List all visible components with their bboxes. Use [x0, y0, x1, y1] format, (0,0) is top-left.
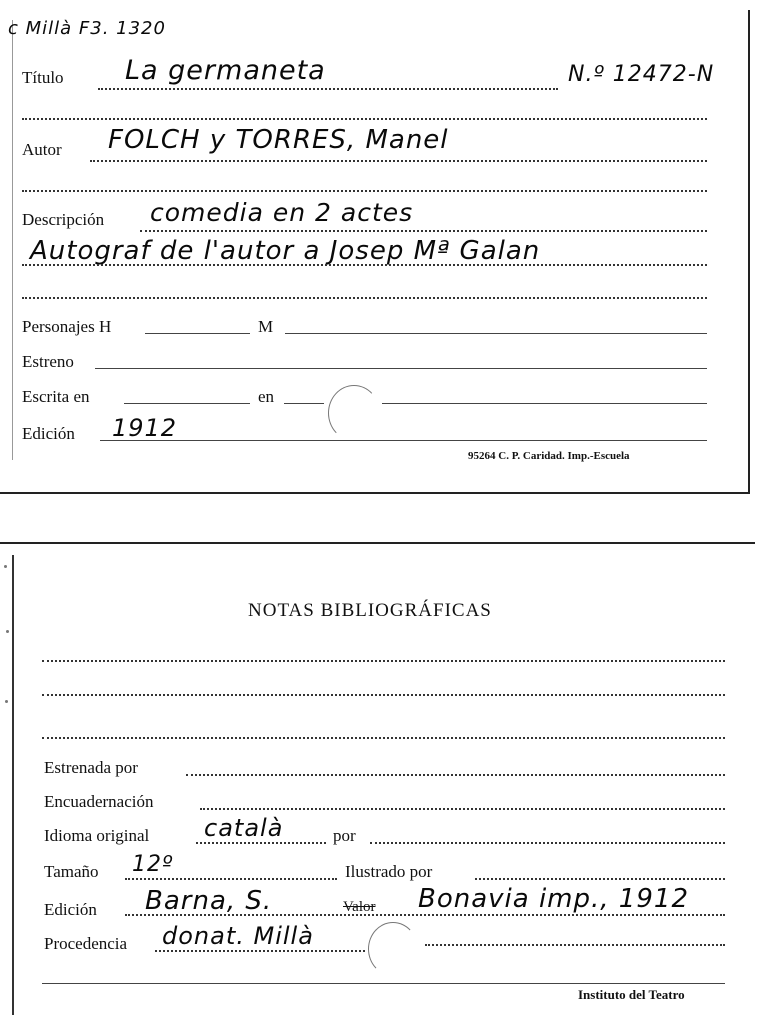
- scan-speck: [5, 700, 8, 703]
- notes-line-3: [42, 737, 725, 739]
- escrita-en2-label: en: [258, 387, 275, 406]
- titulo-line: [98, 88, 558, 90]
- personajes-m-label: M: [258, 317, 274, 336]
- idioma-label: Idioma original: [44, 826, 150, 845]
- notes-line-2: [42, 694, 725, 696]
- valor-label-struck: Valor: [343, 899, 376, 915]
- catalog-note: c Millà F3. 1320: [8, 18, 166, 39]
- personajes-label: Personajes H: [22, 317, 112, 336]
- ilustrado-line: [475, 878, 725, 880]
- estrenada-label: Estrenada por: [44, 758, 138, 777]
- escrita-en2-line-b: [382, 403, 707, 404]
- estreno-label: Estreno: [22, 352, 74, 371]
- edicion-back-printer: Bonavia imp., 1912: [418, 884, 689, 914]
- autor-value: FOLCH y TORRES, Manel: [108, 125, 449, 155]
- descripcion-line2-rule: [22, 264, 707, 266]
- edicion-line: [100, 440, 707, 441]
- card-back-left-edge: [12, 555, 16, 1015]
- autor-line: [90, 160, 707, 162]
- procedencia-line-b: [425, 944, 725, 946]
- edicion-back-label: Edición: [44, 900, 97, 919]
- notes-line-1: [42, 660, 725, 662]
- edicion-back-place: Barna, S.: [145, 886, 273, 916]
- idioma-value: català: [204, 814, 284, 842]
- institution-imprint: Instituto del Teatro: [578, 987, 685, 1002]
- descripcion-line2: Autograf de l'autor a Josep Mª Galan: [30, 236, 541, 266]
- card-back-bottom-rule: [42, 983, 725, 984]
- autor-label: Autor: [22, 140, 62, 159]
- edicion-back-line: [125, 914, 725, 916]
- descripcion-line1: comedia en 2 actes: [150, 198, 414, 227]
- scan-speck: [4, 565, 7, 568]
- escrita-en2-line-a: [284, 403, 324, 404]
- personajes-m-line: [285, 333, 707, 334]
- descripcion-label: Descripción: [22, 210, 105, 229]
- numero-value: N.º 12472-N: [568, 62, 715, 87]
- titulo-extra-line: [22, 118, 707, 120]
- punch-hole-back: [368, 922, 418, 976]
- printer-imprint: 95264 C. P. Caridad. Imp.-Escuela: [468, 450, 630, 462]
- tamano-line: [125, 878, 337, 880]
- encuadernacion-line: [200, 808, 725, 810]
- idioma-line: [196, 842, 326, 844]
- edicion-label: Edición: [22, 424, 75, 443]
- punch-hole-front: [328, 385, 380, 441]
- autor-extra-line: [22, 190, 707, 192]
- escrita-label: Escrita en: [22, 387, 90, 406]
- titulo-value: La germaneta: [125, 55, 326, 86]
- idioma-por-line: [370, 842, 725, 844]
- procedencia-value: donat. Millà: [162, 922, 314, 950]
- scan-speck: [6, 630, 9, 633]
- personajes-h-line: [145, 333, 250, 334]
- encuadernacion-label: Encuadernación: [44, 792, 154, 811]
- procedencia-line: [155, 950, 365, 952]
- estrenada-line: [186, 774, 725, 776]
- ilustrado-label: Ilustrado por: [345, 862, 433, 881]
- tamano-value: 12º: [132, 852, 174, 877]
- estreno-line: [95, 368, 707, 369]
- card-front-left-edge: [12, 20, 14, 460]
- descripcion-line1-rule: [140, 230, 707, 232]
- descripcion-line3-rule: [22, 297, 707, 299]
- edicion-value: 1912: [112, 414, 178, 442]
- tamano-label: Tamaño: [44, 862, 99, 881]
- titulo-label: Título: [22, 68, 64, 87]
- procedencia-label: Procedencia: [44, 934, 128, 953]
- card-back-heading: NOTAS BIBLIOGRÁFICAS: [248, 600, 492, 621]
- escrita-line: [124, 403, 250, 404]
- idioma-por-label: por: [333, 826, 356, 845]
